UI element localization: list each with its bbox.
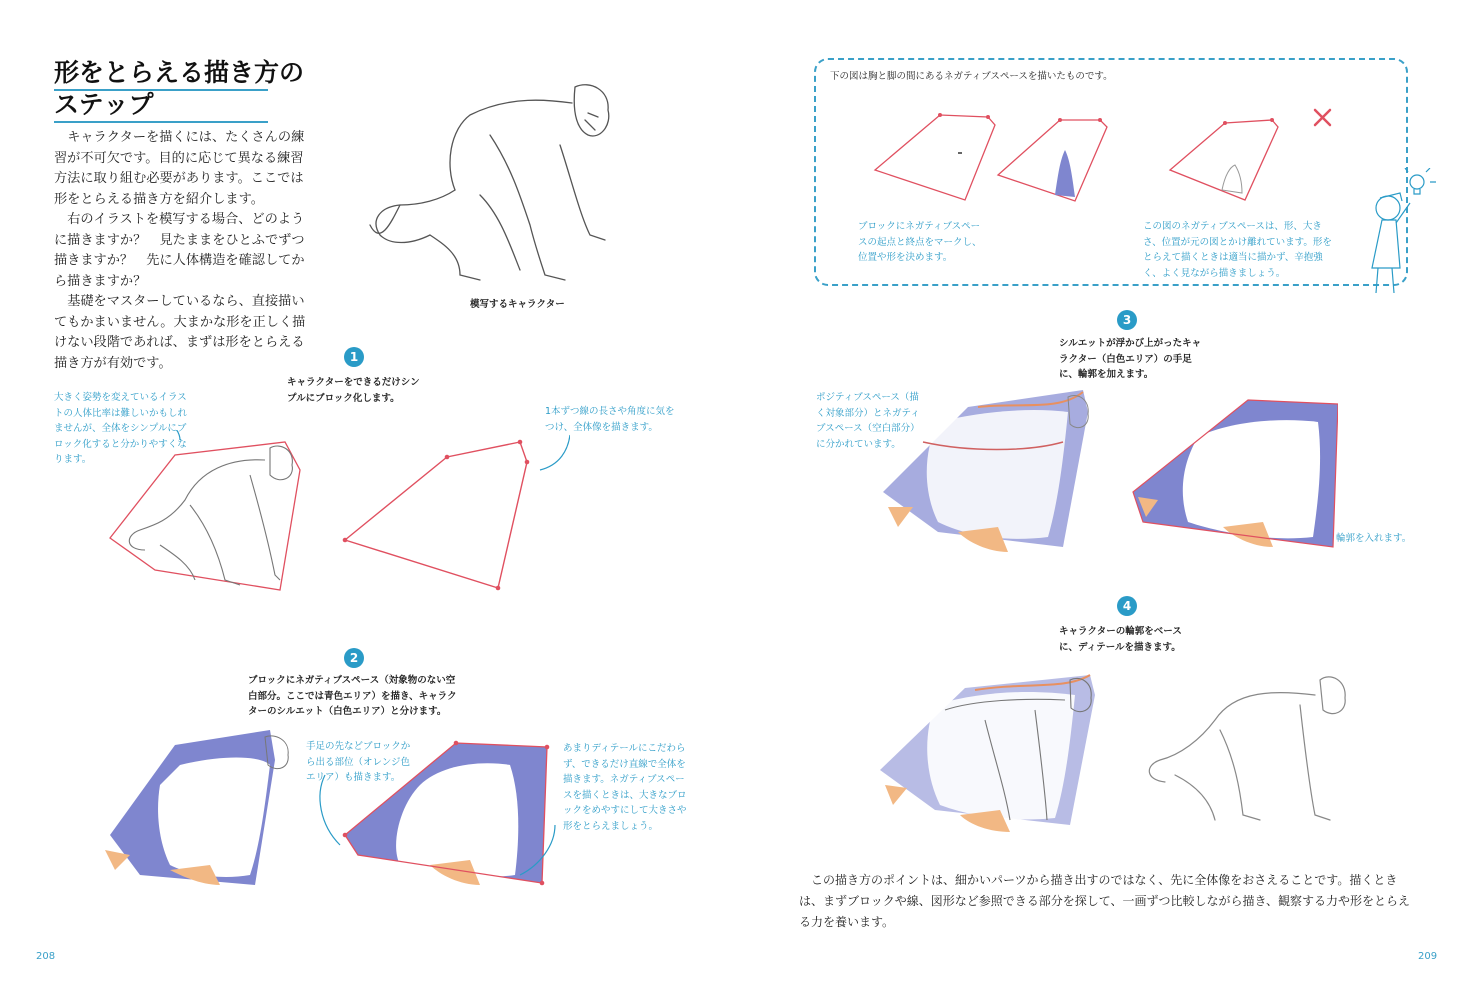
box-example-figures xyxy=(870,105,1350,205)
step-3-figure xyxy=(878,382,1338,562)
lightbulb-mascot xyxy=(1360,168,1440,303)
step-1-note-right: 1本ずつ線の長さや角度に気をつけ、全体像を描きます。 xyxy=(545,406,675,433)
step-1-caption: キャラクターをできるだけシンプルにブロック化します。 xyxy=(287,377,420,404)
step-2-caption: ブロックにネガティブスペース（対象物のない空白部分。ここでは青色エリア）を描き、キャラクターのシルエット（白色エリア）と分けます。 xyxy=(248,675,457,717)
step-4-caption: キャラクターの輪郭をベースに、ディテールを描きます。 xyxy=(1059,626,1182,653)
step-2-note-right: あまりディテールにこだわらず、できるだけ直線で全体を描きます。ネガティブスペースを描くときは、大きなブロックをめやすにして大きさや形をとらえましょう。 xyxy=(563,743,687,832)
intro-paragraph-1: キャラクターを描くには、たくさんの練習が不可欠です。目的に応じて異なる練習方法に取り組む必要があります。ここでは形をとらえる描き方を紹介します。 xyxy=(54,130,305,207)
page-title-line1: 形をとらえる描き方の xyxy=(54,58,305,87)
reference-character-figure xyxy=(360,75,630,290)
step-3-badge: 3 xyxy=(1117,310,1137,330)
step-3-note-right: 輪郭を入れます。 xyxy=(1336,533,1412,544)
title-underline-2 xyxy=(54,121,268,123)
step-1-figure xyxy=(100,430,570,600)
step-4-badge: 4 xyxy=(1117,596,1137,616)
figure-caption: 模写するキャラクター xyxy=(470,299,565,310)
box-caption: 下の図は胸と脚の間にあるネガティブスペースを描いたものです。 xyxy=(830,71,1113,82)
step-3-note-left: ポジティブスペース（描く対象部分）とネガティブスペース（空白部分）に分かれています。 xyxy=(816,392,920,450)
intro-paragraph-2: 右のイラストを模写する場合、どのように描きますか？ 見たままをひとふでずつ描きますか？ 先に人体構造を確認してから描きますか？ xyxy=(54,212,305,289)
step-2-note-left: 手足の先などブロックから出る部位（オレンジ色エリア）も描きます。 xyxy=(306,741,411,783)
box-note-left: ブロックにネガティブスペースの起点と終点をマークし、位置や形を決めます。 xyxy=(858,221,982,263)
summary-paragraph: この描き方のポイントは、細かいパーツから描き出すのではなく、先に全体像をおさえることです。描くときは、まずブロックや線、図形など参照できる部分を探して、一画ずつ比較しながら描き、観察する力や形をとらえる力を養います。 xyxy=(799,873,1411,929)
step-1-note-left: 大きく姿勢を変えているイラストの人体比率は難しいかもしれませんが、全体をシンプルにブロック化すると分かりやすくなります。 xyxy=(54,392,188,465)
step-1-badge: 1 xyxy=(344,347,364,367)
page-title-line2: ステップ xyxy=(54,90,154,119)
step-3-caption: シルエットが浮かび上がったキャラクター（白色エリア）の手足に、輪郭を加えます。 xyxy=(1059,338,1202,380)
step-4-figure xyxy=(875,660,1365,840)
step-2-badge: 2 xyxy=(344,648,364,668)
intro-paragraph-3: 基礎をマスターしているなら、直接描いてもかまいません。大まかな形を正しく描けない段階であれば、まずは形をとらえる描き方が有効です。 xyxy=(54,294,306,371)
step-2-figure xyxy=(100,725,560,895)
page-number-left: 208 xyxy=(36,951,56,962)
intro-text xyxy=(54,128,312,374)
box-note-right: この図のネガティブスペースは、形、大きさ、位置が元の図とかけ離れています。形をとらえて描くときは適当に描かず、辛抱強く、よく見ながら描きましょう。 xyxy=(1143,221,1332,279)
page-number-right: 209 xyxy=(1418,951,1438,962)
